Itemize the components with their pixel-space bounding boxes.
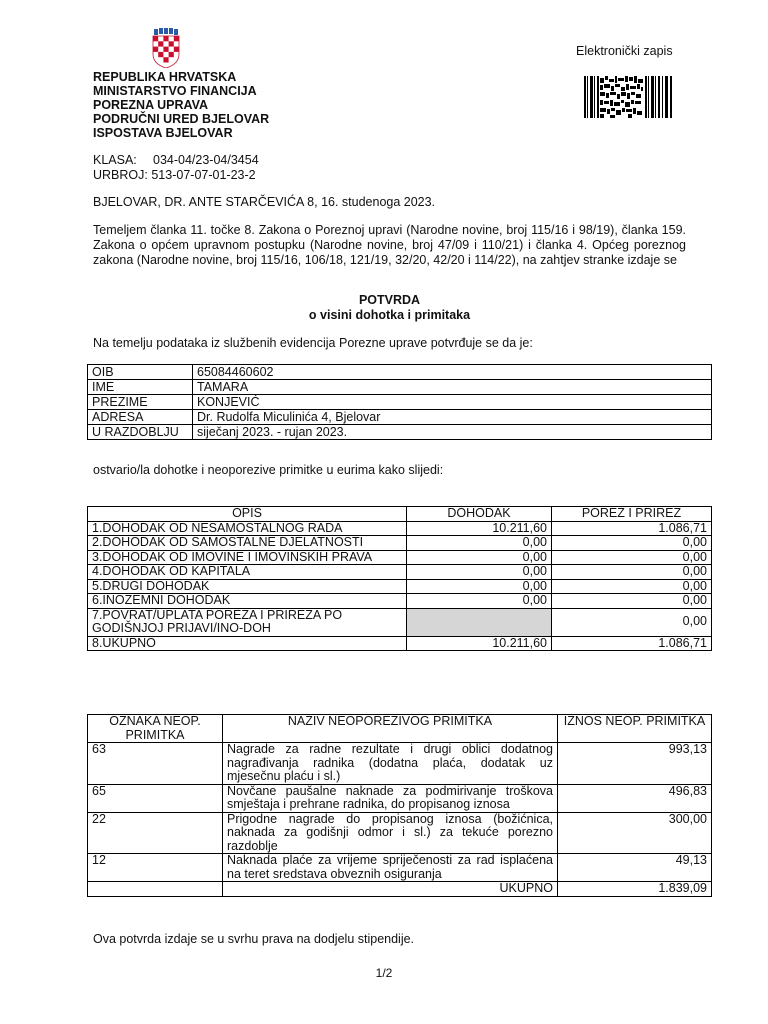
coat-of-arms-icon (150, 28, 182, 68)
cell-porez: 0,00 (552, 550, 712, 565)
urbroj-label: URBROJ: (93, 168, 148, 182)
header-line: MINISTARSTVO FINANCIJA (93, 84, 257, 98)
row-label: U RAZDOBLJU (88, 425, 193, 440)
cell-dohodak: 10.211,60 (407, 636, 552, 651)
table-header-row (88, 715, 712, 743)
cell-naziv: Prigodne nagrade do propisanog iznosa (božićnica, naknada za godišnji odmor i sl.) za tekuće porezno razdoblje (223, 812, 558, 854)
personal-data-table (87, 364, 712, 440)
table-row (88, 594, 712, 609)
header-dohodak: DOHODAK (407, 507, 552, 522)
cell-iznos: 496,83 (558, 784, 712, 812)
table-total-row (88, 882, 712, 897)
cell-opis: 5.DRUGI DOHODAK (88, 579, 407, 594)
cell-porez: 0,00 (552, 579, 712, 594)
document-title-block (93, 293, 686, 323)
cell-dohodak: 0,00 (407, 550, 552, 565)
cell-empty (88, 882, 223, 897)
cell-oznaka: 12 (88, 854, 223, 882)
income-table (87, 506, 712, 651)
table-row (88, 365, 712, 380)
page-number: 1/2 (375, 966, 393, 980)
cell-oznaka: 22 (88, 812, 223, 854)
header-opis: OPIS (88, 507, 407, 522)
table-row (88, 550, 712, 565)
row-value: KONJEVIĆ (193, 395, 712, 410)
cell-dohodak: 10.211,60 (407, 521, 552, 536)
cell-dohodak: 0,00 (407, 579, 552, 594)
table-row (88, 380, 712, 395)
header-iznos: IZNOS NEOP. PRIMITKA (558, 715, 712, 743)
cell-dohodak: 0,00 (407, 536, 552, 551)
cell-iznos: 993,13 (558, 743, 712, 785)
electronic-record-label: Elektronički zapis (576, 44, 673, 58)
cell-naziv: Naknada plaće za vrijeme spriječenosti za rad isplaćena na teret sredstava obveznih osiguranja (223, 854, 558, 882)
cell-dohodak: 0,00 (407, 565, 552, 580)
header-oznaka: OZNAKA NEOP. PRIMITKA (88, 715, 223, 743)
cell-oznaka: 65 (88, 784, 223, 812)
cell-opis: 3.DOHODAK OD IMOVINE I IMOVINSKIH PRAVA (88, 550, 407, 565)
row-value: 65084460602 (193, 365, 712, 380)
document-title: POTVRDA (358, 293, 421, 307)
table-row (88, 784, 712, 812)
document-subtitle: o visini dohotka i primitaka (308, 308, 471, 322)
table-row (88, 410, 712, 425)
table-row (88, 521, 712, 536)
table-row (88, 743, 712, 785)
cell-iznos: 300,00 (558, 812, 712, 854)
row-label: PREZIME (88, 395, 193, 410)
table-row (88, 536, 712, 551)
cell-porez: 0,00 (552, 608, 712, 636)
barcode-icon (584, 76, 672, 118)
reference-numbers (93, 153, 259, 183)
lead-sentence: Na temelju podataka iz službenih evidencija Porezne uprave potvrđuje se da je: (93, 336, 533, 350)
header-line: ISPOSTAVA BJELOVAR (93, 126, 233, 140)
table-total-row (88, 636, 712, 651)
row-label: IME (88, 380, 193, 395)
header-porez: POREZ I PRIREZ (552, 507, 712, 522)
cell-oznaka: 63 (88, 743, 223, 785)
cell-opis: 7.POVRAT/UPLATA POREZA I PRIREZA PO GODIŠNJOJ PRIJAVI/INO-DOH (88, 608, 407, 636)
cell-naziv: Nagrade za radne rezultate i drugi oblici dodatnog nagrađivanja radnika (dodatna plaća, dodatak uz mjesečnu plaću i sl.) (223, 743, 558, 785)
klasa-label: KLASA: (93, 153, 137, 167)
table-row (88, 812, 712, 854)
klasa-value: 034-04/23-04/3454 (153, 153, 259, 167)
row-label: OIB (88, 365, 193, 380)
row-value: Dr. Rudolfa Miculinića 4, Bjelovar (193, 410, 712, 425)
cell-porez: 1.086,71 (552, 636, 712, 651)
header-line: REPUBLIKA HRVATSKA (93, 70, 237, 84)
table-row (88, 425, 712, 440)
income-intro-text: ostvario/la dohotke i neoporezive primitke u eurima kako slijedi: (93, 463, 444, 477)
table-row (88, 565, 712, 580)
header-naziv: NAZIV NEOPOREZIVOG PRIMITKA (223, 715, 558, 743)
cell-opis: 1.DOHODAK OD NESAMOSTALNOG RADA (88, 521, 407, 536)
cell-dohodak: 0,00 (407, 594, 552, 609)
cell-iznos: 49,13 (558, 854, 712, 882)
header-line: PODRUČNI URED BJELOVAR (93, 112, 270, 126)
total-label: UKUPNO (223, 882, 558, 897)
table-row (88, 579, 712, 594)
legal-basis-paragraph: Temeljem članka 11. točke 8. Zakona o Poreznoj upravi (Narodne novine, broj 115/16 i 98/19), članka 159. Zakona o općem upravnom postupku (Narodne novine, broj 47/09 i 110/21) i članka 4. Općeg poreznog zakona (Narodne novine, broj 115/16, 106/18, 121/19, 32/20, 42/20 i 114/22), na zahtjev stranke izdaje se (93, 223, 686, 267)
cell-porez: 0,00 (552, 536, 712, 551)
table-row (88, 854, 712, 882)
urbroj-value: 513-07-07-01-23-2 (151, 168, 256, 182)
authority-header (93, 70, 269, 140)
cell-opis: 6.INOZEMNI DOHODAK (88, 594, 407, 609)
cell-opis: 4.DOHODAK OD KAPITALA (88, 565, 407, 580)
non-taxable-table (87, 714, 712, 897)
row-label: ADRESA (88, 410, 193, 425)
place-and-date: BJELOVAR, DR. ANTE STARČEVIĆA 8, 16. studenoga 2023. (93, 195, 436, 209)
cell-naziv: Novčane paušalne naknade za podmirivanje troškova smještaja i prehrane radnika, do propisanog iznosa (223, 784, 558, 812)
cell-porez: 0,00 (552, 565, 712, 580)
row-value: siječanj 2023. - rujan 2023. (193, 425, 712, 440)
purpose-statement: Ova potvrda izdaje se u svrhu prava na dodjelu stipendije. (93, 932, 415, 946)
total-value: 1.839,09 (558, 882, 712, 897)
table-row (88, 395, 712, 410)
cell-opis: 2.DOHODAK OD SAMOSTALNE DJELATNOSTI (88, 536, 407, 551)
table-row (88, 608, 712, 636)
header-line: POREZNA UPRAVA (93, 98, 209, 112)
table-header-row (88, 507, 712, 522)
cell-dohodak-empty (407, 608, 552, 636)
cell-porez: 0,00 (552, 594, 712, 609)
cell-porez: 1.086,71 (552, 521, 712, 536)
cell-opis: 8.UKUPNO (88, 636, 407, 651)
row-value: TAMARA (193, 380, 712, 395)
